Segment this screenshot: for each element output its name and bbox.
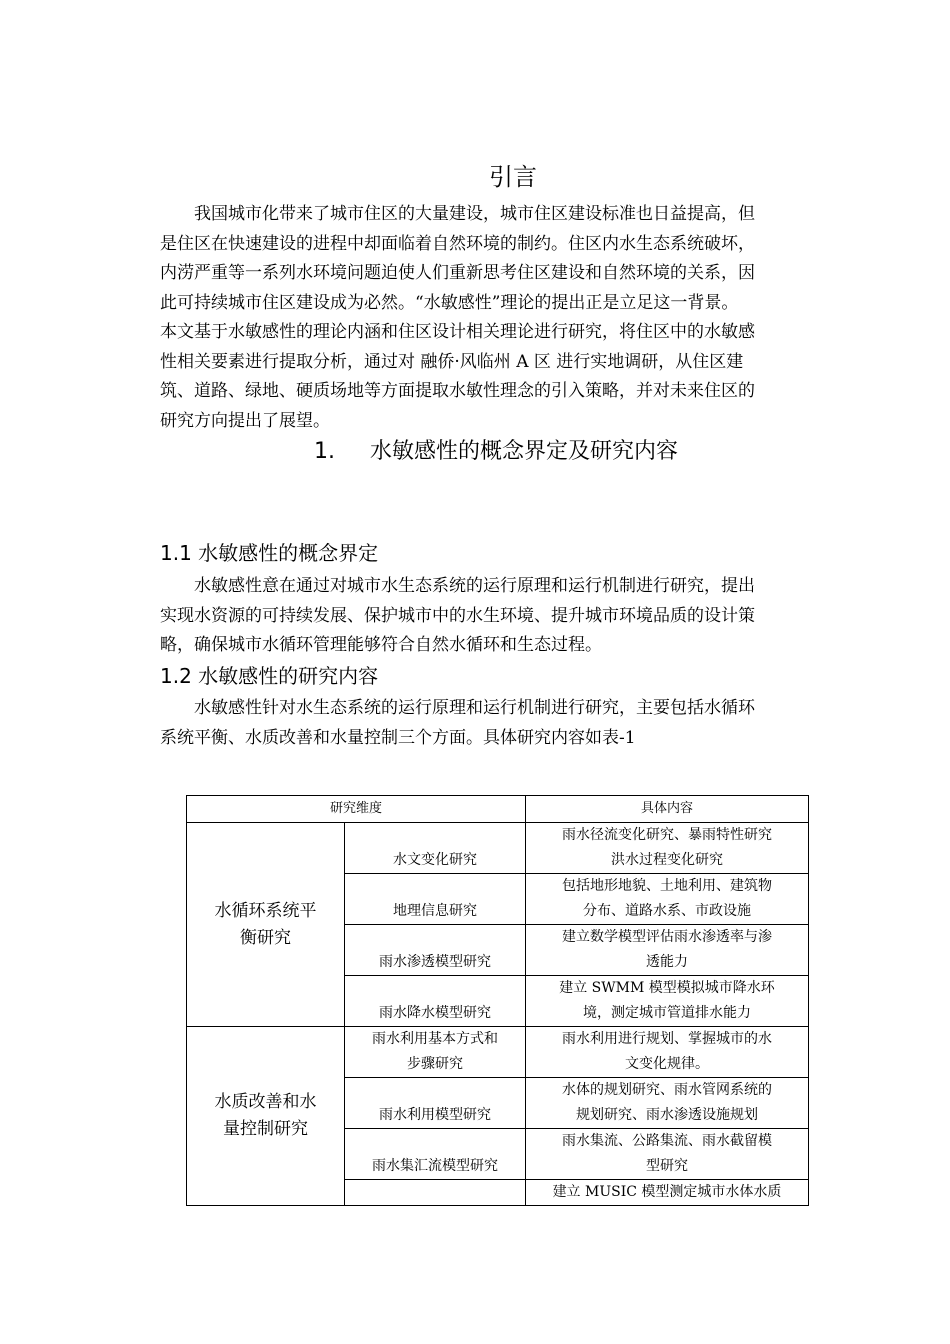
paragraph-line: 水敏感性意在通过对城市水生态系统的运行原理和运行机制进行研究，提出 — [194, 576, 755, 596]
table-header-cell: 具体内容 — [526, 796, 809, 823]
content-cell — [526, 925, 809, 976]
research-content-table — [186, 795, 809, 1206]
paragraph-line: 实现水资源的可持续发展、保护城市中的水生环境、提升城市环境品质的设计策 — [160, 605, 755, 626]
cell-line: 水文变化研究 — [393, 852, 477, 868]
cell-line: 境，测定城市管道排水能力 — [583, 1005, 751, 1021]
content-cell — [526, 1180, 809, 1206]
section-1-2-heading: 1.2 水敏感性的研究内容 — [160, 664, 379, 688]
sub-dimension-cell — [345, 823, 526, 874]
section-1-2-paragraph — [160, 694, 840, 753]
cell-line: 雨水利用基本方式和 — [372, 1031, 498, 1047]
cell-line: 型研究 — [646, 1158, 688, 1174]
intro-line: 我国城市化带来了城市住区的大量建设，城市住区建设标准也日益提高，但 — [194, 204, 755, 224]
intro-line: 本文基于水敏感性的理论内涵和住区设计相关理论进行研究，将住区中的水敏感 — [160, 322, 755, 342]
intro-line: 此可持续城市住区建设成为必然。“水敏感性”理论的提出正是立足这一背景。 — [160, 292, 739, 313]
cell-line: 建立数学模型评估雨水渗透率与渗 — [562, 929, 772, 945]
dimension-line: 量控制研究 — [223, 1119, 308, 1139]
sub-dimension-cell — [345, 1180, 526, 1206]
sub-dimension-cell — [345, 874, 526, 925]
cell-line: 建立 SWMM 模型模拟城市降水环 — [559, 980, 775, 996]
cell-line: 雨水集流、公路集流、雨水截留模 — [562, 1133, 772, 1149]
cell-line: 包括地形地貌、土地利用、建筑物 — [562, 878, 772, 894]
content-cell — [526, 1129, 809, 1180]
dimension-cell — [187, 1027, 345, 1206]
intro-paragraph — [160, 200, 835, 436]
section-1-1-heading: 1.1 水敏感性的概念界定 — [160, 541, 379, 565]
section-1-1-paragraph — [160, 572, 840, 661]
dimension-cell — [187, 823, 345, 1027]
content-cell — [526, 976, 809, 1027]
intro-line: 筑、道路、绿地、硬质场地等方面提取水敏性理念的引入策略，并对未来住区的 — [160, 381, 755, 401]
sub-dimension-cell — [345, 1027, 526, 1078]
cell-line: 文变化规律。 — [625, 1056, 709, 1072]
intro-line: 研究方向提出了展望。 — [160, 410, 330, 431]
page-title: 引言 — [489, 163, 537, 191]
intro-line: 内涝严重等一系列水环境问题迫使人们重新思考住区建设和自然环境的关系，因 — [160, 263, 755, 283]
cell-line: 分布、道路水系、市政设施 — [583, 903, 751, 919]
sub-dimension-cell — [345, 1129, 526, 1180]
cell-line: 水体的规划研究、雨水管网系统的 — [562, 1082, 772, 1098]
table-row — [187, 823, 809, 874]
section-number: 1. — [314, 439, 335, 464]
section-1-heading — [314, 434, 678, 465]
sub-dimension-cell — [345, 925, 526, 976]
cell-line: 洪水过程变化研究 — [611, 852, 723, 868]
paragraph-line: 系统平衡、水质改善和水量控制三个方面。具体研究内容如表-1 — [160, 727, 636, 748]
sub-dimension-cell — [345, 976, 526, 1027]
cell-line: 雨水渗透模型研究 — [379, 954, 491, 970]
cell-line: 雨水径流变化研究、暴雨特性研究 — [562, 827, 772, 843]
cell-line: 雨水利用模型研究 — [379, 1107, 491, 1123]
table-row — [187, 1027, 809, 1078]
cell-line: 雨水集汇流模型研究 — [372, 1158, 498, 1174]
cell-line: 建立 MUSIC 模型测定城市水体水质 — [552, 1184, 782, 1200]
intro-line: 性相关要素进行提取分析，通过对 融侨·风临州 A 区 进行实地调研，从住区建 — [160, 351, 744, 372]
section-title: 水敏感性的概念界定及研究内容 — [370, 439, 679, 464]
cell-line: 雨水利用进行规划、掌握城市的水 — [562, 1031, 772, 1047]
cell-line: 透能力 — [646, 954, 688, 970]
sub-dimension-cell — [345, 1078, 526, 1129]
cell-line: 雨水降水模型研究 — [379, 1005, 491, 1021]
cell-line: 步骤研究 — [407, 1056, 463, 1072]
dimension-line: 水循环系统平 — [214, 900, 317, 921]
paragraph-line: 水敏感性针对水生态系统的运行原理和运行机制进行研究，主要包括水循环 — [194, 698, 755, 718]
table-header-cell: 研究维度 — [187, 796, 526, 823]
content-cell — [526, 1078, 809, 1129]
content-cell — [526, 823, 809, 874]
cell-line: 地理信息研究 — [393, 903, 477, 919]
content-cell — [526, 1027, 809, 1078]
paragraph-line: 略，确保城市水循环管理能够符合自然水循环和生态过程。 — [160, 635, 602, 655]
dimension-line: 衡研究 — [240, 927, 291, 948]
cell-line: 规划研究、雨水渗透设施规划 — [576, 1107, 758, 1123]
dimension-line: 水质改善和水 — [214, 1092, 317, 1112]
content-cell — [526, 874, 809, 925]
intro-line: 是住区在快速建设的进程中却面临着自然环境的制约。住区内水生态系统破坏， — [160, 233, 755, 254]
table-header-row — [187, 796, 809, 823]
